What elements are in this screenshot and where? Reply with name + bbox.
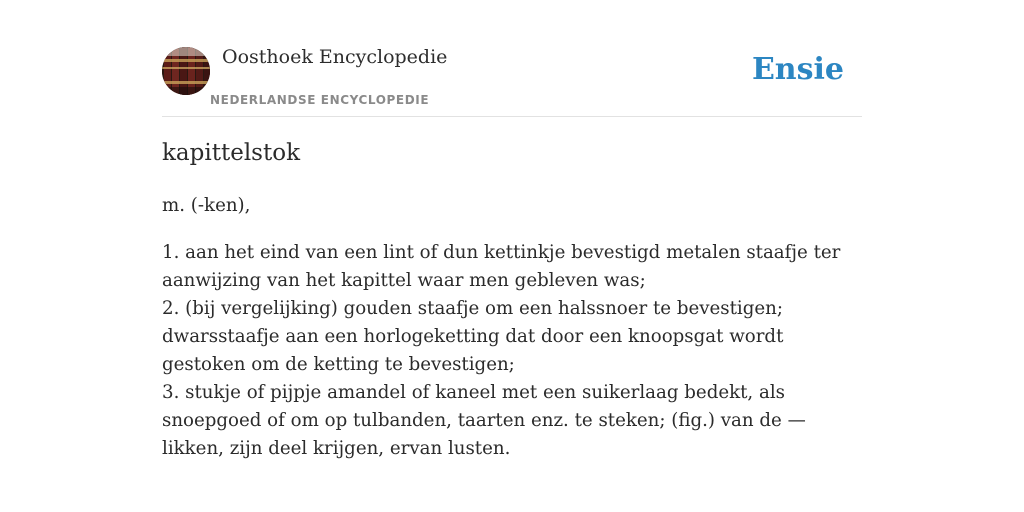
- definition-2: 2. (bij vergelijking) gouden staafje om een halssnoer te bevestigen; dwarsstaafje aan een horlogeketting dat door een knoopsgat wordt gestoken om de ketting te bevestigen;: [162, 298, 784, 375]
- source-header: [162, 46, 862, 117]
- entry-title: kapittelstok: [162, 140, 301, 166]
- entry-grammar: m. (-ken),: [162, 195, 251, 216]
- ensie-logo-link[interactable]: Ensie: [751, 52, 844, 87]
- source-subtitle: NEDERLANDSE ENCYCLOPEDIE: [210, 93, 430, 107]
- source-title[interactable]: Oosthoek Encyclopedie: [222, 46, 448, 68]
- encyclopedia-books-icon[interactable]: [162, 47, 210, 95]
- definition-3: 3. stukje of pijpje amandel of kaneel met een suikerlaag bedekt, als snoepgoed of om op tulbanden, taarten enz. te steken; (fig.) van de — likken, zijn deel krijgen, ervan lusten.: [162, 382, 806, 459]
- definition-1: 1. aan het eind van een lint of dun kettinkje bevestigd metalen staafje ter aanwijzing van het kapittel waar men gebleven was;: [162, 242, 841, 291]
- entry-body: [162, 192, 867, 463]
